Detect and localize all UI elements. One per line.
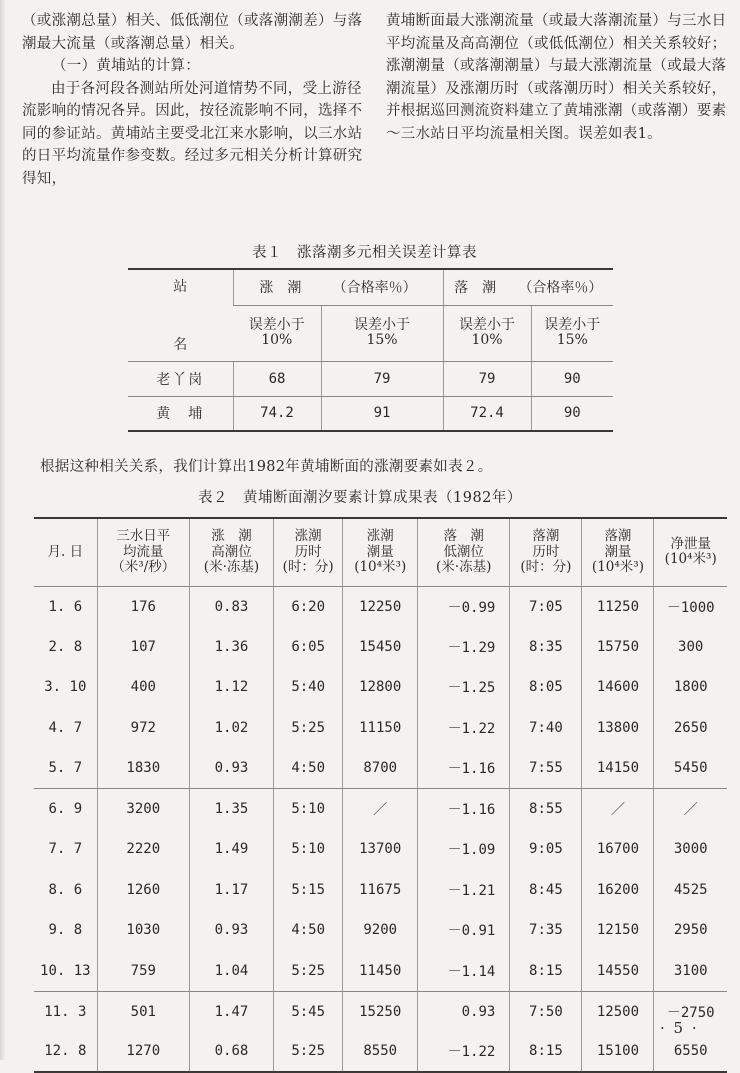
table-row — [34, 748, 727, 789]
cell: 1270 — [97, 1032, 189, 1073]
cell: 6:05 — [273, 627, 342, 668]
cell: 4:50 — [273, 910, 342, 951]
cell: 0.93 — [418, 991, 510, 1032]
column-header — [34, 518, 97, 586]
table-row — [34, 991, 727, 1032]
header-line: (10⁴米³) — [664, 551, 717, 568]
cell: 8:35 — [510, 627, 582, 668]
cell: 1830 — [97, 748, 189, 789]
header-line: 均流量 — [123, 543, 164, 560]
cell: ／ — [343, 789, 418, 830]
cell: 9:05 — [510, 829, 582, 870]
cell: 5:25 — [273, 1032, 342, 1073]
cell: 1.47 — [189, 991, 273, 1032]
cell: 14600 — [582, 667, 654, 708]
cell: 5:25 — [273, 708, 342, 749]
cell: 2650 — [654, 708, 727, 749]
cell: 5:25 — [273, 951, 342, 992]
cell: 11675 — [343, 870, 418, 911]
cell: －1.16 — [418, 748, 510, 789]
header-line: 低潮位 — [443, 543, 484, 560]
header-line: (时：分) — [282, 559, 334, 575]
cell: 15450 — [343, 627, 418, 668]
cell: －0.91 — [418, 910, 510, 951]
cell: 16200 — [582, 870, 654, 911]
cell: 12500 — [582, 991, 654, 1032]
cell: －1.16 — [418, 789, 510, 830]
table2-body — [34, 586, 727, 1072]
cell: 7:40 — [510, 708, 582, 749]
station-name: 老丫岗 — [128, 361, 233, 396]
table-row — [34, 789, 727, 830]
group-label: 落 潮 — [454, 280, 497, 297]
cell: 90 — [531, 361, 613, 396]
cell: 7:50 — [510, 991, 582, 1032]
table-row — [34, 951, 727, 992]
cell: －1.25 — [418, 667, 510, 708]
paragraph-continuation: （或涨潮总量）相关、低低潮位（或落潮潮差）与落潮最大流量（或落潮总量）相关。 — [22, 13, 363, 52]
table-row — [34, 870, 727, 911]
cell: 12250 — [343, 586, 418, 627]
header-line: 净泄量 — [670, 535, 711, 552]
header-line: 落潮 — [532, 528, 560, 544]
header-line: (10⁴米³) — [354, 559, 407, 575]
column-header — [510, 518, 582, 586]
cell: 1260 — [97, 870, 189, 911]
cell: 11150 — [343, 708, 418, 749]
table-row — [34, 1032, 727, 1073]
paragraph-body: 由于各河段各测站所处河道情势不同，受上游径流影响的情况各异。因此，按径流影响不同，选择不同的参证站。黄埔站主要受北江来水影响，以三水站的日平均流量作参变数。经过多元相关分析计算研究得知， — [22, 80, 363, 187]
group-label: 涨 潮 — [259, 280, 302, 297]
cell: 400 — [97, 667, 189, 708]
cell: 1.12 — [189, 667, 273, 708]
date-cell: 8. 6 — [48, 881, 83, 898]
date-cell: 6. 9 — [48, 801, 83, 817]
cell: 5:10 — [273, 789, 342, 830]
station-name: 黄 埔 — [128, 396, 233, 431]
cell: 2950 — [654, 910, 727, 951]
cell: －1.21 — [418, 870, 510, 911]
header-line: (米·冻基) — [436, 559, 492, 575]
date-cell: 7. 7 — [48, 841, 83, 858]
cell: 6:20 — [273, 586, 342, 627]
cell: 972 — [97, 708, 189, 749]
cell: 5450 — [654, 748, 727, 789]
cell: 15250 — [343, 991, 418, 1032]
header-line: 三水日平 — [116, 528, 171, 544]
cell: 1.36 — [189, 627, 273, 668]
header-line: 高潮位 — [211, 543, 252, 560]
cell: 5:10 — [273, 829, 342, 870]
cell: 5:40 — [273, 667, 342, 708]
table-row — [34, 627, 727, 668]
date-cell: 11. 3 — [44, 1003, 87, 1020]
cell: 0.93 — [189, 910, 273, 951]
right-text-column — [386, 10, 731, 145]
cell: ／ — [582, 789, 654, 830]
cell: 72.4 — [443, 396, 531, 431]
header-line: (米·冻基) — [203, 559, 260, 575]
cell: 12800 — [343, 667, 418, 708]
date-cell: 3. 10 — [44, 679, 87, 696]
station-header-bottom: 名 — [173, 337, 188, 353]
column-header — [582, 518, 654, 586]
cell: 12150 — [582, 910, 654, 951]
cell: 11450 — [343, 951, 418, 992]
header-line: (10⁴米³) — [591, 559, 644, 575]
cell: 176 — [97, 586, 189, 627]
cell: 15750 — [582, 627, 654, 668]
flood-tide-group-header — [233, 269, 443, 305]
subheader-cell: 误差小于 10% — [443, 305, 531, 361]
station-header-top: 站 — [173, 279, 188, 295]
cell: 13800 — [582, 708, 654, 749]
cell: 8:05 — [510, 667, 582, 708]
table2-tide-results-table — [34, 517, 727, 1073]
cell: 7:35 — [510, 910, 582, 951]
cell: －2750 — [654, 991, 727, 1032]
cell: 5:15 — [273, 870, 342, 911]
cell: 7:05 — [510, 586, 582, 627]
date-cell: 2. 8 — [48, 638, 83, 655]
cell: 9200 — [343, 910, 418, 951]
header-line: 历时 — [532, 543, 560, 560]
table-row — [128, 396, 613, 431]
cell: －1.14 — [418, 951, 510, 992]
table-row — [34, 829, 727, 870]
intro-sentence: 根据这种相关关系，我们计算出1982年黄埔断面的涨潮要素如表２。 — [40, 459, 493, 475]
table2-caption: 表２ 黄埔断面潮汐要素计算成果表（1982年） — [198, 490, 522, 506]
cell: 15100 — [582, 1032, 654, 1073]
cell: 759 — [97, 951, 189, 992]
cell: 8:15 — [510, 951, 582, 992]
table1-header-row — [128, 269, 613, 305]
cell: －0.99 — [418, 586, 510, 627]
column-header — [97, 518, 189, 586]
cell: 107 — [97, 627, 189, 668]
header-line: 月. 日 — [47, 543, 84, 560]
cell: ／ — [654, 789, 727, 830]
cell: 4:50 — [273, 748, 342, 789]
group-note: （合格率％） — [332, 280, 417, 297]
header-line: 历时 — [294, 543, 322, 560]
cell: 8:15 — [510, 1032, 582, 1073]
cell: 1800 — [654, 667, 727, 708]
cell: 3000 — [654, 829, 727, 870]
cell: 8:55 — [510, 789, 582, 830]
date-cell: 1. 6 — [48, 598, 83, 615]
cell: 6550 — [654, 1032, 727, 1073]
cell: 74.2 — [233, 396, 321, 431]
column-header — [418, 518, 510, 586]
cell: 0.83 — [189, 586, 273, 627]
left-text-column — [22, 10, 364, 190]
cell: 14150 — [582, 748, 654, 789]
table-row — [128, 361, 613, 396]
table1-error-table — [128, 268, 613, 432]
table2-header-row — [34, 518, 727, 586]
cell: 2220 — [97, 829, 189, 870]
page-edge-shadow — [0, 0, 6, 1060]
cell: 5:45 — [273, 991, 342, 1032]
header-line: 落潮 — [604, 528, 632, 544]
cell: －1.22 — [418, 708, 510, 749]
cell: －1.22 — [418, 1032, 510, 1073]
cell: 1.02 — [189, 708, 273, 749]
cell: 90 — [531, 396, 613, 431]
cell: 1.17 — [189, 870, 273, 911]
cell: 0.68 — [189, 1032, 273, 1073]
cell: 14550 — [582, 951, 654, 992]
cell: 3100 — [654, 951, 727, 992]
header-line: 潮量 — [366, 543, 394, 560]
cell: －1000 — [654, 586, 727, 627]
header-line: 涨 潮 — [211, 528, 252, 544]
subheader-cell: 误差小于 15% — [531, 305, 613, 361]
paragraph-body: 黄埔断面最大涨潮流量（或最大落潮流量）与三水日平均流量及高高潮位（或低低潮位）相关关系较好；涨潮潮量（或落潮潮量）与最大涨潮流量（或最大落潮流量）及涨潮历时（或落潮历时）相关关系较好，并根据巡回测流资料建立了黄埔涨潮（或落潮）要素～三水站日平均流量相关图。误差如表1。 — [386, 13, 727, 142]
cell: 1.04 — [189, 951, 273, 992]
page-number: · 5 · — [660, 1019, 699, 1037]
cell: 16700 — [582, 829, 654, 870]
column-header — [343, 518, 418, 586]
cell: 4525 — [654, 870, 727, 911]
section-heading: （一）黄埔站的计算： — [52, 58, 200, 74]
date-cell: 4. 7 — [48, 719, 83, 736]
station-header — [128, 269, 233, 361]
cell: 13700 — [343, 829, 418, 870]
cell: 7:55 — [510, 748, 582, 789]
group-note: （合格率％） — [518, 280, 603, 297]
cell: －1.09 — [418, 829, 510, 870]
cell: －1.29 — [418, 627, 510, 668]
subheader-cell: 误差小于 10% — [233, 305, 321, 361]
cell: 1.49 — [189, 829, 273, 870]
column-header — [273, 518, 342, 586]
cell: 68 — [233, 361, 321, 396]
date-cell: 5. 7 — [34, 748, 97, 789]
column-header — [189, 518, 273, 586]
table-row — [34, 667, 727, 708]
header-line: 涨潮 — [366, 528, 394, 544]
cell: 8:45 — [510, 870, 582, 911]
header-line: （米³/秒） — [111, 559, 176, 575]
table-row — [34, 708, 727, 749]
cell: 3200 — [97, 789, 189, 830]
date-cell: 12. 8 — [44, 1043, 87, 1060]
subheader-cell: 误差小于 15% — [321, 305, 443, 361]
cell: 300 — [654, 627, 727, 668]
cell: 1.35 — [189, 789, 273, 830]
column-header — [654, 518, 727, 586]
table1-caption: 表１ 涨落潮多元相关误差计算表 — [252, 245, 477, 261]
cell: 11250 — [582, 586, 654, 627]
ebb-tide-group-header — [443, 269, 613, 305]
cell: 8700 — [343, 748, 418, 789]
cell: 501 — [97, 991, 189, 1032]
header-line: 落 潮 — [443, 528, 484, 544]
cell: 79 — [321, 361, 443, 396]
date-cell: 9. 8 — [48, 922, 83, 939]
cell: 91 — [321, 396, 443, 431]
cell: 79 — [443, 361, 531, 396]
cell: 0.93 — [189, 748, 273, 789]
table-row — [34, 586, 727, 627]
cell: 1030 — [97, 910, 189, 951]
date-cell: 10. 13 — [34, 951, 97, 992]
header-line: (时：分) — [520, 559, 572, 575]
table-row — [34, 910, 727, 951]
header-line: 潮量 — [604, 543, 632, 560]
header-line: 涨潮 — [294, 528, 322, 544]
cell: 8550 — [343, 1032, 418, 1073]
